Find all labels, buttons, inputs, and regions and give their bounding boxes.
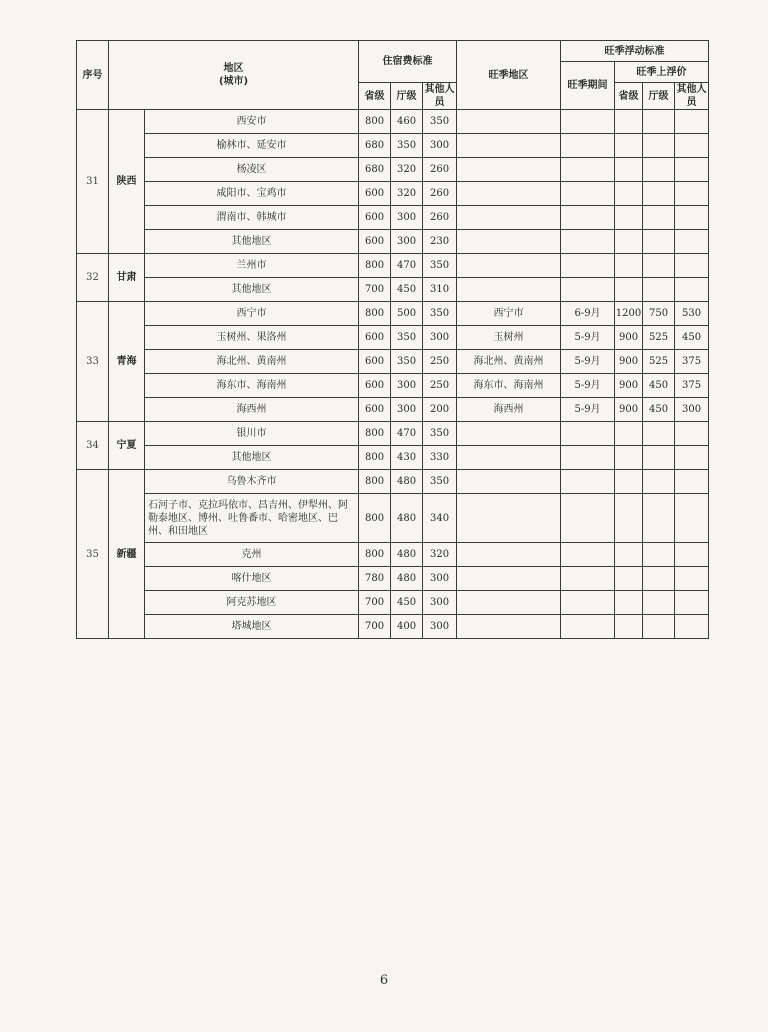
- row-seq: 31: [77, 110, 109, 254]
- row-peak-provincial-rate: [615, 615, 643, 639]
- row-peak-others-rate: [675, 615, 709, 639]
- row-peak-bureau-rate: [643, 446, 675, 470]
- row-peak-period: 5-9月: [561, 326, 615, 350]
- row-peak-bureau-rate: [643, 591, 675, 615]
- header-others: 其他人员: [424, 84, 455, 108]
- header-peak-period: 旺季期间: [561, 62, 615, 110]
- row-peak-bureau-rate: 450: [643, 398, 675, 422]
- row-city: 杨凌区: [145, 158, 359, 182]
- row-others-rate: 250: [423, 374, 457, 398]
- row-bureau-rate: 450: [391, 278, 423, 302]
- row-provincial-rate: 600: [359, 230, 391, 254]
- table-row: [77, 470, 709, 494]
- row-city: 银川市: [145, 422, 359, 446]
- row-peak-others-rate: [675, 206, 709, 230]
- table-row: [77, 615, 709, 639]
- row-peak-provincial-rate: [615, 110, 643, 134]
- row-peak-others-rate: 375: [675, 350, 709, 374]
- row-peak-provincial-rate: [615, 278, 643, 302]
- row-provincial-rate: 800: [359, 494, 391, 543]
- header-peak-up: 旺季上浮价: [615, 62, 709, 83]
- row-peak-period: [561, 278, 615, 302]
- header-region-label: 地区: [223, 63, 244, 74]
- row-others-rate: 330: [423, 446, 457, 470]
- row-peak-region: [457, 446, 561, 470]
- row-peak-bureau-rate: [643, 422, 675, 446]
- row-bureau-rate: 320: [391, 182, 423, 206]
- row-peak-region: [457, 158, 561, 182]
- row-peak-region: [457, 422, 561, 446]
- row-seq: 33: [77, 302, 109, 422]
- row-city: 西安市: [145, 110, 359, 134]
- row-others-rate: 350: [423, 110, 457, 134]
- row-peak-others-rate: 300: [675, 398, 709, 422]
- row-others-rate: 300: [423, 615, 457, 639]
- row-peak-period: [561, 567, 615, 591]
- table-row: [77, 182, 709, 206]
- row-city: 玉树州、果洛州: [145, 326, 359, 350]
- row-bureau-rate: 350: [391, 350, 423, 374]
- row-peak-others-rate: [675, 543, 709, 567]
- row-peak-others-rate: 375: [675, 374, 709, 398]
- row-peak-others-rate: [675, 158, 709, 182]
- header-peak-region: 旺季地区: [457, 41, 561, 110]
- row-peak-period: [561, 615, 615, 639]
- row-peak-bureau-rate: [643, 543, 675, 567]
- row-bureau-rate: 300: [391, 230, 423, 254]
- row-provincial-rate: 680: [359, 134, 391, 158]
- row-others-rate: 260: [423, 158, 457, 182]
- row-peak-period: [561, 254, 615, 278]
- row-peak-others-rate: [675, 422, 709, 446]
- row-peak-provincial-rate: 900: [615, 326, 643, 350]
- row-others-rate: 230: [423, 230, 457, 254]
- row-peak-period: [561, 182, 615, 206]
- row-peak-period: [561, 134, 615, 158]
- row-peak-others-rate: [675, 134, 709, 158]
- row-others-rate: 350: [423, 470, 457, 494]
- row-city: 兰州市: [145, 254, 359, 278]
- row-peak-period: [561, 230, 615, 254]
- row-peak-provincial-rate: [615, 591, 643, 615]
- row-city: 海北州、黄南州: [145, 350, 359, 374]
- table-row: [77, 278, 709, 302]
- row-peak-region: [457, 278, 561, 302]
- row-others-rate: 350: [423, 254, 457, 278]
- table-header: [77, 41, 709, 110]
- row-provincial-rate: 600: [359, 206, 391, 230]
- table-row: [77, 567, 709, 591]
- row-peak-provincial-rate: [615, 494, 643, 543]
- row-bureau-rate: 450: [391, 591, 423, 615]
- row-provincial-rate: 780: [359, 567, 391, 591]
- row-provincial-rate: 800: [359, 110, 391, 134]
- row-peak-bureau-rate: [643, 182, 675, 206]
- header-region-sub: (城市): [218, 76, 249, 87]
- table-row: [77, 110, 709, 134]
- row-provincial-rate: 800: [359, 446, 391, 470]
- row-others-rate: 350: [423, 422, 457, 446]
- table-row: [77, 398, 709, 422]
- row-peak-provincial-rate: [615, 543, 643, 567]
- row-peak-others-rate: [675, 254, 709, 278]
- row-others-rate: 320: [423, 543, 457, 567]
- row-bureau-rate: 480: [391, 543, 423, 567]
- row-peak-period: [561, 470, 615, 494]
- row-provincial-rate: 600: [359, 374, 391, 398]
- row-province: 甘肃: [109, 254, 145, 302]
- row-peak-region: [457, 206, 561, 230]
- row-peak-provincial-rate: [615, 470, 643, 494]
- row-peak-bureau-rate: [643, 567, 675, 591]
- row-city: 榆林市、延安市: [145, 134, 359, 158]
- row-provincial-rate: 680: [359, 158, 391, 182]
- row-peak-provincial-rate: [615, 422, 643, 446]
- row-peak-bureau-rate: [643, 206, 675, 230]
- row-peak-provincial-rate: [615, 254, 643, 278]
- row-others-rate: 300: [423, 591, 457, 615]
- row-peak-others-rate: [675, 446, 709, 470]
- row-city: 海西州: [145, 398, 359, 422]
- row-peak-bureau-rate: [643, 470, 675, 494]
- row-peak-bureau-rate: 450: [643, 374, 675, 398]
- row-peak-provincial-rate: [615, 446, 643, 470]
- lodging-standard-table: [76, 40, 709, 639]
- table-row: [77, 206, 709, 230]
- row-peak-bureau-rate: [643, 230, 675, 254]
- row-peak-period: [561, 110, 615, 134]
- row-city: 其他地区: [145, 278, 359, 302]
- row-peak-region: [457, 110, 561, 134]
- row-city: 塔城地区: [145, 615, 359, 639]
- row-seq: 35: [77, 470, 109, 639]
- row-bureau-rate: 470: [391, 254, 423, 278]
- row-provincial-rate: 800: [359, 470, 391, 494]
- row-peak-others-rate: 450: [675, 326, 709, 350]
- row-peak-bureau-rate: 750: [643, 302, 675, 326]
- row-peak-provincial-rate: 900: [615, 374, 643, 398]
- row-peak-bureau-rate: 525: [643, 326, 675, 350]
- row-bureau-rate: 480: [391, 470, 423, 494]
- header-seq: 序号: [77, 41, 109, 110]
- row-city: 阿克苏地区: [145, 591, 359, 615]
- row-bureau-rate: 320: [391, 158, 423, 182]
- table-row: [77, 134, 709, 158]
- row-peak-period: 5-9月: [561, 374, 615, 398]
- row-peak-provincial-rate: [615, 182, 643, 206]
- table-row: [77, 422, 709, 446]
- header-region: [109, 41, 359, 110]
- table-row: [77, 374, 709, 398]
- row-province: 宁夏: [109, 422, 145, 470]
- row-others-rate: 340: [423, 494, 457, 543]
- row-province: 新疆: [109, 470, 145, 639]
- row-bureau-rate: 350: [391, 134, 423, 158]
- table-row: [77, 494, 709, 543]
- row-peak-provincial-rate: [615, 567, 643, 591]
- row-peak-period: [561, 446, 615, 470]
- row-others-rate: 310: [423, 278, 457, 302]
- row-peak-region: [457, 615, 561, 639]
- row-peak-bureau-rate: [643, 254, 675, 278]
- row-peak-region: [457, 567, 561, 591]
- row-peak-period: [561, 422, 615, 446]
- row-peak-period: 6-9月: [561, 302, 615, 326]
- row-city: 喀什地区: [145, 567, 359, 591]
- row-peak-region: [457, 494, 561, 543]
- row-bureau-rate: 400: [391, 615, 423, 639]
- row-peak-others-rate: [675, 230, 709, 254]
- row-peak-others-rate: 530: [675, 302, 709, 326]
- row-peak-region: [457, 591, 561, 615]
- row-others-rate: 200: [423, 398, 457, 422]
- row-provincial-rate: 800: [359, 302, 391, 326]
- row-city: 咸阳市、宝鸡市: [145, 182, 359, 206]
- header-peak-provincial: 省级: [615, 83, 643, 110]
- row-peak-bureau-rate: [643, 158, 675, 182]
- row-peak-bureau-rate: [643, 134, 675, 158]
- row-bureau-rate: 500: [391, 302, 423, 326]
- row-peak-region: 海东市、海南州: [457, 374, 561, 398]
- row-peak-others-rate: [675, 278, 709, 302]
- table-body: [77, 110, 709, 639]
- row-peak-provincial-rate: 900: [615, 350, 643, 374]
- row-provincial-rate: 600: [359, 398, 391, 422]
- row-others-rate: 260: [423, 182, 457, 206]
- row-peak-others-rate: [675, 567, 709, 591]
- row-peak-period: 5-9月: [561, 350, 615, 374]
- row-peak-region: [457, 254, 561, 278]
- row-peak-provincial-rate: [615, 134, 643, 158]
- row-bureau-rate: 300: [391, 206, 423, 230]
- header-lodging-group: 住宿费标准: [359, 41, 457, 83]
- table-row: [77, 591, 709, 615]
- row-provincial-rate: 800: [359, 254, 391, 278]
- row-others-rate: 250: [423, 350, 457, 374]
- row-peak-provincial-rate: 900: [615, 398, 643, 422]
- table-row: [77, 158, 709, 182]
- table-row: [77, 350, 709, 374]
- row-peak-others-rate: [675, 110, 709, 134]
- row-peak-period: [561, 206, 615, 230]
- row-peak-period: 5-9月: [561, 398, 615, 422]
- row-provincial-rate: 600: [359, 182, 391, 206]
- row-bureau-rate: 480: [391, 567, 423, 591]
- row-provincial-rate: 700: [359, 278, 391, 302]
- row-peak-provincial-rate: [615, 230, 643, 254]
- row-peak-region: [457, 470, 561, 494]
- row-bureau-rate: 300: [391, 374, 423, 398]
- page-number: 6: [379, 973, 389, 988]
- table-row: [77, 230, 709, 254]
- row-peak-bureau-rate: 525: [643, 350, 675, 374]
- row-peak-region: 玉树州: [457, 326, 561, 350]
- table-row: [77, 446, 709, 470]
- row-peak-provincial-rate: 1200: [615, 302, 643, 326]
- row-peak-bureau-rate: [643, 615, 675, 639]
- row-others-rate: 260: [423, 206, 457, 230]
- row-peak-provincial-rate: [615, 206, 643, 230]
- row-peak-others-rate: [675, 494, 709, 543]
- row-peak-others-rate: [675, 591, 709, 615]
- row-seq: 32: [77, 254, 109, 302]
- row-peak-region: [457, 230, 561, 254]
- row-provincial-rate: 700: [359, 615, 391, 639]
- row-provincial-rate: 600: [359, 326, 391, 350]
- row-city: 克州: [145, 543, 359, 567]
- row-others-rate: 300: [423, 326, 457, 350]
- header-provincial: 省级: [359, 83, 391, 110]
- row-city: 其他地区: [145, 230, 359, 254]
- row-provincial-rate: 800: [359, 422, 391, 446]
- row-peak-others-rate: [675, 182, 709, 206]
- header-peak-others: 其他人员: [676, 84, 707, 108]
- row-others-rate: 300: [423, 567, 457, 591]
- row-peak-region: 海北州、黄南州: [457, 350, 561, 374]
- table-row: [77, 326, 709, 350]
- row-provincial-rate: 700: [359, 591, 391, 615]
- row-peak-region: [457, 543, 561, 567]
- row-province: 青海: [109, 302, 145, 422]
- row-peak-bureau-rate: [643, 494, 675, 543]
- row-city: 西宁市: [145, 302, 359, 326]
- row-city: 渭南市、韩城市: [145, 206, 359, 230]
- row-peak-period: [561, 158, 615, 182]
- row-province: 陕西: [109, 110, 145, 254]
- row-bureau-rate: 470: [391, 422, 423, 446]
- row-provincial-rate: 600: [359, 350, 391, 374]
- header-peak-bureau: 厅级: [643, 83, 675, 110]
- row-peak-region: [457, 134, 561, 158]
- table-row: [77, 254, 709, 278]
- row-others-rate: 300: [423, 134, 457, 158]
- row-city: 其他地区: [145, 446, 359, 470]
- row-peak-others-rate: [675, 470, 709, 494]
- row-bureau-rate: 300: [391, 398, 423, 422]
- table-row: [77, 302, 709, 326]
- header-peak-group: 旺季浮动标准: [561, 41, 709, 62]
- row-bureau-rate: 350: [391, 326, 423, 350]
- header-bureau: 厅级: [391, 83, 423, 110]
- row-peak-region: 海西州: [457, 398, 561, 422]
- row-bureau-rate: 480: [391, 494, 423, 543]
- row-others-rate: 350: [423, 302, 457, 326]
- row-peak-period: [561, 543, 615, 567]
- row-peak-bureau-rate: [643, 110, 675, 134]
- row-bureau-rate: 430: [391, 446, 423, 470]
- row-provincial-rate: 800: [359, 543, 391, 567]
- row-peak-region: 西宁市: [457, 302, 561, 326]
- row-city: 乌鲁木齐市: [145, 470, 359, 494]
- table-row: [77, 543, 709, 567]
- row-city: 海东市、海南州: [145, 374, 359, 398]
- row-bureau-rate: 460: [391, 110, 423, 134]
- row-peak-bureau-rate: [643, 278, 675, 302]
- row-peak-region: [457, 182, 561, 206]
- row-peak-period: [561, 591, 615, 615]
- row-seq: 34: [77, 422, 109, 470]
- row-city: 石河子市、克拉玛依市、昌吉州、伊犁州、阿勒泰地区、博州、吐鲁番市、哈密地区、巴州、和田地区: [145, 494, 359, 543]
- row-peak-period: [561, 494, 615, 543]
- row-peak-provincial-rate: [615, 158, 643, 182]
